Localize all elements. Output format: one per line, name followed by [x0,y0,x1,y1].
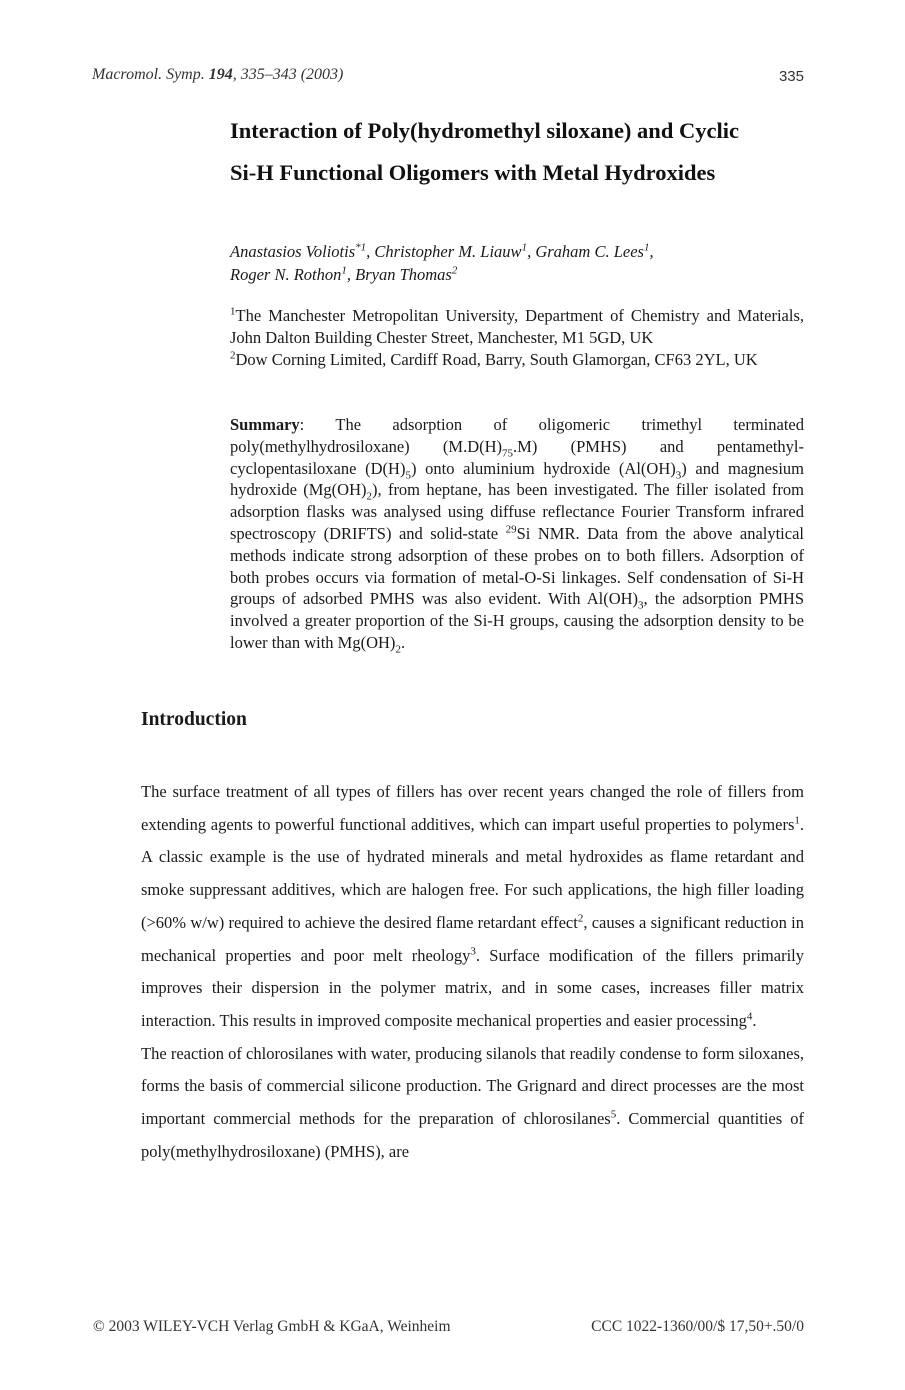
page-number: 335 [778,68,804,85]
subscript: 2 [366,490,372,503]
author-line-2 [230,263,790,286]
copyright-notice: © 2003 WILEY-VCH Verlag GmbH & KGaA, Weinheim [93,1318,451,1335]
journal-citation [92,66,343,84]
summary-text: . [400,632,406,652]
body-text: The reaction of chlorosilanes with water, producing silanols that readily condense to form siloxanes, forms the basis of commercial silicone production. The Grignard and direct processes are the most important commercial methods for the preparation of chlorosilanes [141,1043,804,1129]
summary-text: , the adsorption PMHS involved a greater proportion of the Si-H groups, causing the adsorption density to be lower than with Mg(OH) [230,589,804,652]
affiliation-1 [230,305,804,349]
citation-ref: 4 [746,1010,753,1023]
author-name: Anastasios Voliotis [230,242,356,261]
body-text: . Commercial quantities of poly(methylhydrosiloxane) (PMHS), are [141,1109,804,1161]
summary-text: Si NMR. Data from the above analytical methods indicate strong adsorption of these probes on to both fillers. Adsorption of both probes occurs via formation of metal-O-Si linkages. Self condensation of Si-H groups of adsorbed PMHS was also evident. With Al(OH) [230,523,804,609]
summary-text: : The adsorption of oligomeric trimethyl terminated poly(methylhydrosiloxane) (M.D(H) [230,415,804,456]
summary-text: .M) (PMHS) and pentamethyl-cyclopentasiloxane (D(H) [230,436,804,478]
title-line-1: Interaction of Poly(hydromethyl siloxane) and Cyclic [230,118,739,143]
author-name: , Christopher M. Liauw [366,242,522,261]
title-line-2: Si-H Functional Oligomers with Metal Hydroxides [230,160,716,185]
summary-text: ) and magnesium hydroxide (Mg(OH) [230,458,805,500]
section-heading-introduction: Introduction [141,709,247,730]
affiliation-text: The Manchester Metropolitan University, Department of Chemistry and Materials, John Dalton Building Chester Street, Manchester, M1 5GD, UK [230,306,804,347]
author-mark: 1 [643,241,650,254]
affiliation-mark: 1 [230,305,236,318]
introduction-body [141,776,804,1168]
author-separator: , [649,242,654,261]
journal-pages-year: , 335–343 (2003) [232,66,344,83]
body-text: The surface treatment of all types of fillers has over recent years changed the role of fillers from extending agents to powerful functional additives, which can impart useful properties to polymers [141,782,804,834]
citation-ref: 2 [577,912,584,925]
superscript: 29 [505,523,517,536]
paragraph [141,776,804,1038]
journal-volume: 194 [208,66,233,83]
author-mark: *1 [355,241,367,254]
summary-label: Summary [230,415,300,434]
summary-abstract [230,414,804,654]
journal-name: Macromol. Symp. [92,66,209,83]
author-name: , Graham C. Lees [527,242,644,261]
author-mark: 1 [521,241,528,254]
subscript: 2 [395,643,401,656]
affiliations [230,305,804,371]
author-line-1 [230,240,790,263]
author-name: Roger N. Rothon [230,265,342,284]
affiliation-mark: 2 [230,349,236,362]
body-text: , causes a significant reduction in mechanical properties and poor melt rheology [141,912,804,965]
affiliation-2 [230,349,804,371]
citation-ref: 3 [470,945,476,958]
citation-ref: 5 [610,1108,617,1121]
summary-text: ), from heptane, has been investigated. The filler isolated from adsorption flasks was analysed using diffuse reflectance Fourier Transform infrared spectroscopy (DRIFTS) and solid-state [230,480,804,543]
author-name: , Bryan Thomas [346,265,452,284]
subscript: 75 [502,447,514,460]
author-mark: 2 [451,264,458,277]
subscript: 5 [405,468,411,481]
citation-ref: 1 [794,814,800,827]
body-text: . [752,1010,757,1030]
author-list [230,240,790,286]
body-text: . Surface modification of the fillers primarily improves their dispersion in the polymer matrix, and in some cases, increases filler matrix interaction. This results in improved composite mechanical properties and easier processing [141,945,804,1030]
author-mark: 1 [341,264,347,277]
subscript: 3 [675,468,682,481]
ccc-code: CCC 1022-1360/00/$ 17,50+.50/0 [591,1318,804,1335]
affiliation-text: Dow Corning Limited, Cardiff Road, Barry, South Glamorgan, CF63 2YL, UK [235,350,758,369]
paper-title [230,110,830,194]
paragraph [141,1038,804,1169]
body-text: . A classic example is the use of hydrated minerals and metal hydroxides as flame retardant and smoke suppressant additives, which are halogen free. For such applications, the high filler loading (>60% w/w) required to achieve the desired flame retardant effect [141,814,804,932]
subscript: 3 [638,599,644,612]
summary-text: ) onto aluminium hydroxide (Al(OH) [410,458,676,478]
